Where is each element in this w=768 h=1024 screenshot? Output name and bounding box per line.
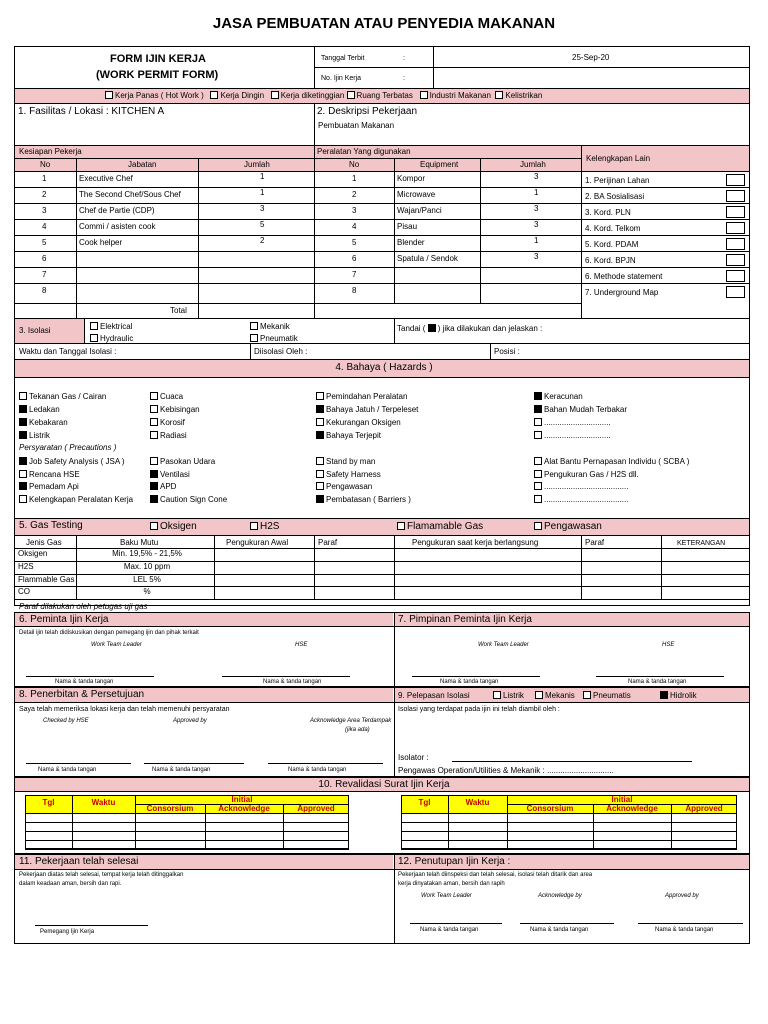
checkbox-icon xyxy=(19,405,27,413)
equipment-name[interactable]: Spatula / Sendok xyxy=(397,254,458,263)
checkbox-icon xyxy=(316,482,324,490)
checkbox-icon xyxy=(19,495,27,503)
checkbox-icon xyxy=(19,392,27,400)
equipment-name[interactable]: Wajan/Panci xyxy=(397,206,442,215)
equipment-jumlah[interactable]: 3 xyxy=(534,220,539,229)
tandai-instruction: Tandai ( ) jika dilakukan dan jelaskan : xyxy=(397,324,543,333)
kelengkapan-checkbox[interactable] xyxy=(726,190,745,202)
work-type-height[interactable]: Kerja diketinggian xyxy=(271,91,345,100)
precaution-item[interactable]: Pengawasan xyxy=(316,482,372,491)
waktu-isolasi: Waktu dan Tanggal Isolasi : xyxy=(19,347,117,356)
work-type-food[interactable]: Industri Makanan xyxy=(420,91,491,100)
equipment-no: 5 xyxy=(352,238,357,247)
worker-no: 3 xyxy=(42,206,47,215)
isolasi-label: 3. Isolasi xyxy=(19,326,51,335)
equipment-jumlah[interactable]: 1 xyxy=(534,188,539,197)
precaution-item[interactable]: ...................................... xyxy=(534,495,628,504)
worker-jabatan[interactable]: The Second Chef/Sous Chef xyxy=(79,190,181,199)
work-type-cold[interactable]: Kerja Dingin xyxy=(210,91,264,100)
hazard-item[interactable]: Kekurangan Oksigen xyxy=(316,418,401,427)
kelengkapan-checkbox[interactable] xyxy=(726,270,745,282)
hazard-item[interactable]: Ledakan xyxy=(19,405,60,414)
gas-baku-mutu: LEL 5% xyxy=(133,574,161,584)
precaution-item[interactable]: Pemadam Api xyxy=(19,482,79,491)
equipment-name[interactable]: Microwave xyxy=(397,190,436,199)
kelengkapan-checkbox[interactable] xyxy=(726,222,745,234)
section-10-title: 10. Revalidasi Surat Ijin Kerja xyxy=(318,779,450,790)
kelengkapan-item: 1. Perijinan Lahan xyxy=(585,176,650,185)
worker-jabatan[interactable]: Commi / asisten cook xyxy=(79,222,156,231)
hazard-item[interactable]: Bahaya Terjepit xyxy=(316,431,381,440)
s9-pneumatis[interactable]: Pneumatis xyxy=(583,691,631,700)
section-6-title: 6. Peminta Ijin Kerja xyxy=(19,614,109,625)
gas-opt-oksigen[interactable]: Oksigen xyxy=(150,522,197,532)
checkbox-icon xyxy=(316,457,324,465)
checkbox-icon xyxy=(316,418,324,426)
worker-jumlah[interactable]: 2 xyxy=(260,236,265,245)
checkbox-icon xyxy=(150,482,158,490)
worker-jabatan[interactable]: Chef de Partie (CDP) xyxy=(79,206,155,215)
section-9-title: 9. Pelepasan Isolasi xyxy=(398,691,470,700)
equipment-no: 7 xyxy=(352,270,357,279)
equipment-jumlah[interactable]: 1 xyxy=(534,236,539,245)
hazard-item[interactable]: Korosif xyxy=(150,418,185,427)
checkbox-icon xyxy=(150,431,158,439)
kelengkapan-item: 3. Kord. PLN xyxy=(585,208,631,217)
gas-opt-h2s[interactable]: H2S xyxy=(250,522,279,532)
form-subtitle: (WORK PERMIT FORM) xyxy=(96,69,219,81)
checkbox-icon xyxy=(150,495,158,503)
precaution-item[interactable]: Job Safety Analysis ( JSA ) xyxy=(19,457,125,466)
equipment-jumlah[interactable]: 3 xyxy=(534,204,539,213)
hazard-item[interactable]: Kebisingan xyxy=(150,405,200,414)
kelengkapan-item: 4. Kord. Telkom xyxy=(585,224,641,233)
worker-no: 5 xyxy=(42,238,47,247)
job-description[interactable]: Pembuatan Makanan xyxy=(318,121,395,130)
kesiapan-label: Kesiapan Pekerja xyxy=(19,147,82,156)
precaution-item[interactable]: Alat Bantu Pernapasan Individu ( SCBA ) xyxy=(534,457,689,466)
checkbox-icon xyxy=(534,457,542,465)
hazard-item[interactable]: Pemindahan Peralatan xyxy=(316,392,407,401)
hazard-item[interactable]: Tekanan Gas / Cairan xyxy=(19,392,106,401)
worker-no: 1 xyxy=(42,174,47,183)
kelengkapan-item: 6. Kord. BPJN xyxy=(585,256,636,265)
worker-no: 4 xyxy=(42,222,47,231)
checkbox-icon xyxy=(534,482,542,490)
worker-jabatan[interactable]: Cook helper xyxy=(79,238,123,247)
worker-jabatan[interactable]: Executive Chef xyxy=(79,174,133,183)
kelengkapan-label: Kelengkapan Lain xyxy=(586,154,651,163)
s9-mekanis[interactable]: Mekanis xyxy=(535,691,575,700)
checkbox-icon xyxy=(150,418,158,426)
worker-jumlah[interactable]: 1 xyxy=(260,172,265,181)
kelengkapan-checkbox[interactable] xyxy=(726,254,745,266)
checkbox-icon xyxy=(534,418,542,426)
precaution-item[interactable]: Pembatasan ( Barriers ) xyxy=(316,495,411,504)
precaution-item[interactable]: Pasokan Udara xyxy=(150,457,215,466)
checkbox-icon xyxy=(19,431,27,439)
precaution-item[interactable]: Stand by man xyxy=(316,457,375,466)
work-type-electrical[interactable]: Kelistrikan xyxy=(495,91,542,100)
checkbox-icon xyxy=(150,392,158,400)
gas-note: Paraf dilakukan oleh petugas uji gas xyxy=(19,602,148,611)
posisi: Posisi : xyxy=(494,347,520,356)
hazard-item[interactable]: Radiasi xyxy=(150,431,187,440)
checkbox-icon xyxy=(316,431,324,439)
gas-baku-mutu: Max. 10 ppm xyxy=(123,561,171,571)
checkbox-icon xyxy=(19,482,27,490)
checkbox-icon xyxy=(534,431,542,439)
section-11-title: 11. Pekerjaan telah selesai xyxy=(19,856,139,867)
equipment-jumlah[interactable]: 3 xyxy=(534,172,539,181)
kelengkapan-item: 5. Kord. PDAM xyxy=(585,240,639,249)
equipment-no: 1 xyxy=(352,174,357,183)
hazard-item[interactable]: Cuaca xyxy=(150,392,183,401)
gas-baku-mutu: Min. 19,5% - 21,5% xyxy=(112,549,182,558)
hazard-item[interactable]: Keracunan xyxy=(534,392,583,401)
work-types xyxy=(105,91,542,100)
kelengkapan-item: 2. BA Sosialisasi xyxy=(585,192,645,201)
checkbox-icon xyxy=(150,470,158,478)
checkbox-icon xyxy=(19,457,27,465)
precaution-item[interactable]: Caution Sign Cone xyxy=(150,495,227,504)
checkbox-icon xyxy=(316,392,324,400)
section-8-title: 8. Penerbitan & Persetujuan xyxy=(19,689,145,700)
worker-no: 7 xyxy=(42,270,47,279)
hazard-item[interactable]: .............................. xyxy=(534,431,611,440)
kelengkapan-checkbox[interactable] xyxy=(726,174,745,186)
hazard-item[interactable]: Kebakaran xyxy=(19,418,68,427)
checkbox-icon xyxy=(150,457,158,465)
checkbox-icon xyxy=(316,495,324,503)
persyaratan-label: Persyaratan ( Precautions ) xyxy=(19,443,117,452)
isolasi-elektrical[interactable]: Elektrical xyxy=(90,322,132,331)
equipment-no: 6 xyxy=(352,254,357,263)
equipment-no: 4 xyxy=(352,222,357,231)
section-5-title: 5. Gas Testing xyxy=(19,520,83,531)
precaution-item[interactable]: Ventilasi xyxy=(150,470,190,479)
work-type-confined[interactable]: Ruang Terbatas xyxy=(347,91,413,100)
gas-jenis: Oksigen xyxy=(18,549,48,558)
gas-jenis: Flammable Gas xyxy=(18,574,75,584)
checkbox-icon xyxy=(316,470,324,478)
hazard-item[interactable]: Bahan Mudah Terbakar xyxy=(534,405,627,414)
tanggal-label: Tanggal Terbit xyxy=(321,55,365,62)
kelengkapan-item: 6. Methode statement xyxy=(585,272,663,281)
s9-hidrolik[interactable]: Hidrolik xyxy=(660,691,697,700)
equipment-jumlah[interactable]: 3 xyxy=(534,252,539,261)
section-12-title: 12. Penutupan Ijin Kerja : xyxy=(398,856,511,867)
isolasi-hydraulic[interactable]: Hydraulic xyxy=(90,334,133,343)
worker-jumlah[interactable]: 1 xyxy=(260,188,265,197)
section-4-title: 4. Bahaya ( Hazards ) xyxy=(335,362,433,373)
equipment-name[interactable]: Kompor xyxy=(397,174,426,183)
checkbox-icon xyxy=(534,392,542,400)
diisolasi-oleh: Diisolasi Oleh : xyxy=(254,347,308,356)
gas-opt-pengawasan[interactable]: Pengawasan xyxy=(534,522,602,532)
kelengkapan-checkbox[interactable] xyxy=(726,238,745,250)
precaution-item[interactable]: Pengukuran Gas / H2S dll. xyxy=(534,470,639,479)
kelengkapan-checkbox[interactable] xyxy=(726,286,745,298)
worker-no: 6 xyxy=(42,254,47,263)
worker-no: 8 xyxy=(42,286,47,295)
work-type-hot[interactable]: Kerja Panas ( Hot Work ) xyxy=(105,91,204,100)
equipment-no: 3 xyxy=(352,206,357,215)
checkbox-icon xyxy=(534,470,542,478)
gas-baku-mutu: % xyxy=(143,587,151,597)
pengawas-label: Pengawas Operation/Utilities & Mekanik : .............................. xyxy=(398,766,614,775)
isolator-label: Isolator : xyxy=(398,753,429,762)
gas-opt-flammable[interactable]: Flamamable Gas xyxy=(397,522,483,532)
precaution-item[interactable]: APD xyxy=(150,482,176,491)
gas-jenis: H2S xyxy=(18,561,34,571)
precaution-item[interactable]: Rencana HSE xyxy=(19,470,80,479)
equipment-no: 8 xyxy=(352,286,357,295)
checkbox-icon xyxy=(316,405,324,413)
section-7-title: 7. Pimpinan Peminta Ijin Kerja xyxy=(398,614,532,625)
section-2-title: 2. Deskripsi Pekerjaan xyxy=(317,106,418,117)
worker-no: 2 xyxy=(42,190,47,199)
total-label: Total xyxy=(170,306,187,315)
kelengkapan-checkbox[interactable] xyxy=(726,206,745,218)
kelengkapan-item: 7. Underground Map xyxy=(585,288,659,297)
checkbox-icon xyxy=(534,495,542,503)
worker-jumlah[interactable]: 3 xyxy=(260,204,265,213)
hazard-item[interactable]: Listrik xyxy=(19,431,50,440)
no-ijin-label: No. Ijin Kerja xyxy=(321,75,362,82)
equipment-name[interactable]: Pisau xyxy=(397,222,418,231)
gas-jenis: CO xyxy=(18,587,30,597)
isolasi-mekanik[interactable]: Mekanik xyxy=(250,322,290,331)
pemegang-label: Pemegang Ijin Kerja xyxy=(40,929,95,935)
precaution-item[interactable]: Safety Harness xyxy=(316,470,381,479)
hazard-item[interactable]: .............................. xyxy=(534,418,611,427)
hazard-item[interactable]: Bahaya Jatuh / Terpeleset xyxy=(316,405,418,414)
document-title: JASA PEMBUATAN ATAU PENYEDIA MAKANAN xyxy=(212,15,556,32)
checkbox-icon xyxy=(534,405,542,413)
worker-jumlah[interactable]: 5 xyxy=(260,220,265,229)
tanggal-value[interactable]: 25-Sep-20 xyxy=(572,53,610,62)
checkbox-icon xyxy=(19,470,27,478)
s9-listrik[interactable]: Listrik xyxy=(493,691,524,700)
equipment-no: 2 xyxy=(352,190,357,199)
precaution-item[interactable]: ...................................... xyxy=(534,482,628,491)
checkbox-icon xyxy=(150,405,158,413)
precaution-item[interactable]: Kelengkapan Peralatan Kerja xyxy=(19,495,133,504)
equipment-name[interactable]: Blender xyxy=(397,238,425,247)
checkbox-icon xyxy=(19,418,27,426)
form-title: FORM IJIN KERJA xyxy=(110,53,206,65)
isolasi-pneumatik[interactable]: Pneumatik xyxy=(250,334,298,343)
peralatan-label: Peralatan Yang digunakan xyxy=(317,147,411,156)
section-1-title: 1. Fasilitas / Lokasi : KITCHEN A xyxy=(18,106,165,117)
